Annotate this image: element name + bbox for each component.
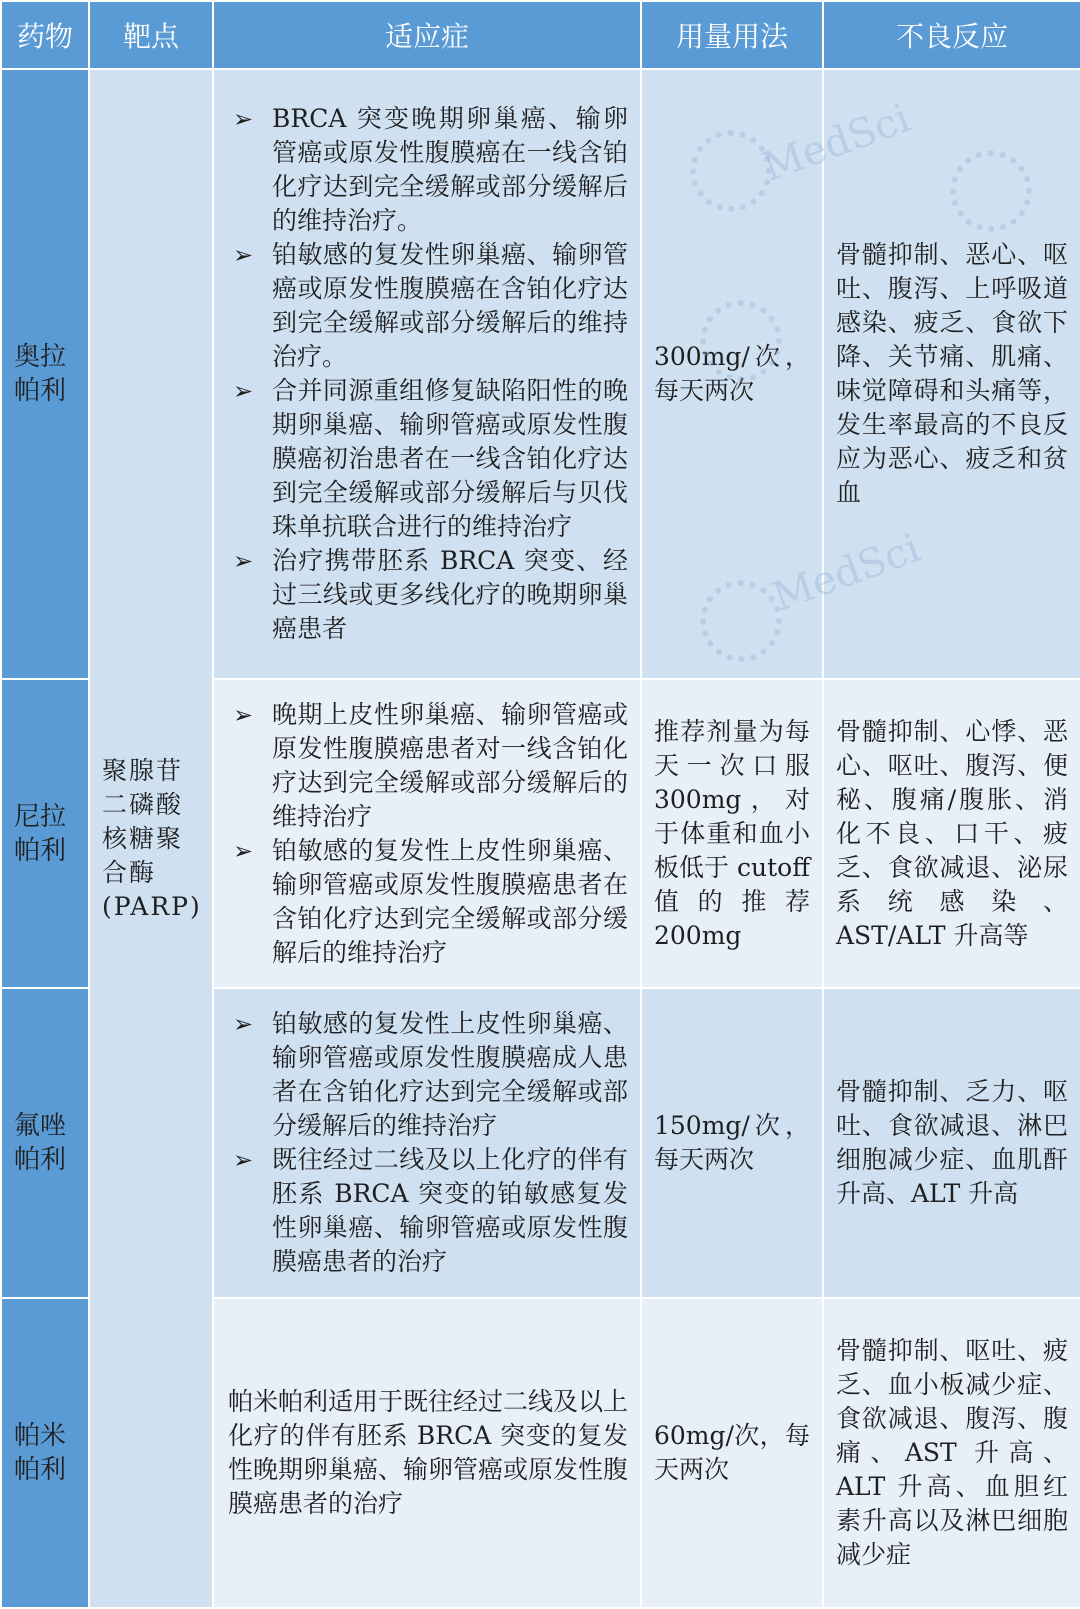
drug-name-cell	[1, 988, 89, 1298]
watermark-text: MedSci	[756, 95, 917, 191]
arrow-bullet-icon: ➢	[232, 1010, 254, 1038]
indication-list	[228, 698, 628, 970]
drug-name-cell	[1, 679, 89, 988]
header-dosage: 用量用法	[641, 1, 823, 69]
adverse-cell: 骨髓抑制、乏力、呕吐、食欲减退、淋巴细胞减少症、血肌酐升高、ALT 升高	[823, 988, 1080, 1298]
dosage-cell: 300mg/次，每天两次	[641, 69, 823, 679]
indication-item: ➢ 治疗携带胚系 BRCA 突变、经过三线或更多线化疗的晚期卵巢癌患者	[228, 544, 628, 646]
dosage-cell: 150mg/次，每天两次	[641, 988, 823, 1298]
indication-item: ➢ BRCA 突变晚期卵巢癌、输卵管癌或原发性腹膜癌在一线含铂化疗达到完全缓解或部分缓解后的维持治疗。	[228, 102, 628, 238]
indication-item: ➢ 铂敏感的复发性上皮性卵巢癌、输卵管癌或原发性腹膜癌成人患者在含铂化疗达到完全缓解或部分缓解后的维持治疗	[228, 1007, 628, 1143]
header-indication: 适应症	[213, 1, 641, 69]
arrow-bullet-icon: ➢	[232, 1146, 254, 1174]
adverse-cell: 骨髓抑制、恶心、呕吐、腹泻、上呼吸道感染、疲乏、食欲下降、关节痛、肌痛、味觉障碍和头痛等，发生率最高的不良反应为恶心、疲乏和贫血	[823, 69, 1080, 679]
indication-item: ➢ 既往经过二线及以上化疗的伴有胚系 BRCA 突变的铂敏感复发性卵巢癌、输卵管癌或原发性腹膜癌患者的治疗	[228, 1143, 628, 1279]
target-text: 聚腺苷二磷酸核糖聚合酶(PARP)	[102, 755, 202, 921]
drug-name-line1: 尼拉	[14, 801, 67, 832]
drug-name-line1: 奥拉	[14, 342, 67, 372]
dosage-cell: 60mg/次，每天两次	[641, 1298, 823, 1608]
drug-name-line1: 帕米	[14, 1421, 67, 1451]
indication-cell	[213, 679, 641, 988]
arrow-bullet-icon: ➢	[232, 105, 254, 133]
adverse-cell: 骨髓抑制、呕吐、疲乏、血小板减少症、食欲减退、腹泻、腹痛、AST 升高、ALT 升高、血胆红素升高以及淋巴细胞减少症	[823, 1298, 1080, 1608]
table-row	[1, 69, 1080, 679]
arrow-bullet-icon: ➢	[232, 700, 254, 729]
header-target: 靶点	[89, 1, 213, 69]
drug-name-line1: 氟唑	[14, 1111, 67, 1141]
indication-item: ➢ 铂敏感的复发性卵巢癌、输卵管癌或原发性腹膜癌在含铂化疗达到完全缓解或部分缓解后的维持治疗。	[228, 238, 628, 374]
indication-item: ➢ 合并同源重组修复缺陷阳性的晚期卵巢癌、输卵管癌或原发性腹膜癌初治患者在一线含铂化疗达到完全缓解或部分缓解后与贝伐珠单抗联合进行的维持治疗	[228, 374, 628, 544]
arrow-bullet-icon: ➢	[232, 241, 254, 269]
arrow-bullet-icon: ➢	[232, 547, 254, 575]
indication-cell	[213, 1298, 641, 1608]
arrow-bullet-icon: ➢	[232, 377, 254, 405]
drug-name-line2: 帕利	[14, 835, 67, 866]
indication-item: ➢ 铂敏感的复发性上皮性卵巢癌、输卵管癌或原发性腹膜癌患者在含铂化疗达到完全缓解或部分缓解后的维持治疗	[228, 834, 628, 970]
indication-list	[228, 102, 628, 646]
indication-item: ➢ 晚期上皮性卵巢癌、输卵管癌或原发性腹膜癌患者对一线含铂化疗达到完全缓解或部分缓解后的维持治疗	[228, 698, 628, 834]
drug-name-cell	[1, 69, 89, 679]
target-cell	[89, 69, 213, 1608]
drug-name-line2: 帕利	[14, 1145, 67, 1175]
header-drug: 药物	[1, 1, 89, 69]
dosage-cell: 推荐剂量为每天一次口服300mg，对于体重和血小板低于 cutoff 值的推荐 200mg	[641, 679, 823, 988]
indication-list	[228, 1007, 628, 1279]
indication-cell	[213, 69, 641, 679]
drug-name-cell	[1, 1298, 89, 1608]
indication-cell	[213, 988, 641, 1298]
indication-text: 帕米帕利适用于既往经过二线及以上化疗的伴有胚系 BRCA 突变的复发性晚期卵巢癌、输卵管癌或原发性腹膜癌患者的治疗	[228, 1387, 629, 1518]
watermark-text: MedSci	[766, 525, 927, 621]
header-adverse: 不良反应	[823, 1, 1080, 69]
adverse-cell: 骨髓抑制、心悸、恶心、呕吐、腹泻、便秘、腹痛/腹胀、消化不良、口干、疲乏、食欲减退、泌尿系统感染、AST/ALT 升高等	[823, 679, 1080, 988]
header-row	[1, 1, 1080, 69]
arrow-bullet-icon: ➢	[232, 836, 254, 865]
drug-name-line2: 帕利	[14, 376, 67, 406]
drug-name-line2: 帕利	[14, 1455, 67, 1485]
